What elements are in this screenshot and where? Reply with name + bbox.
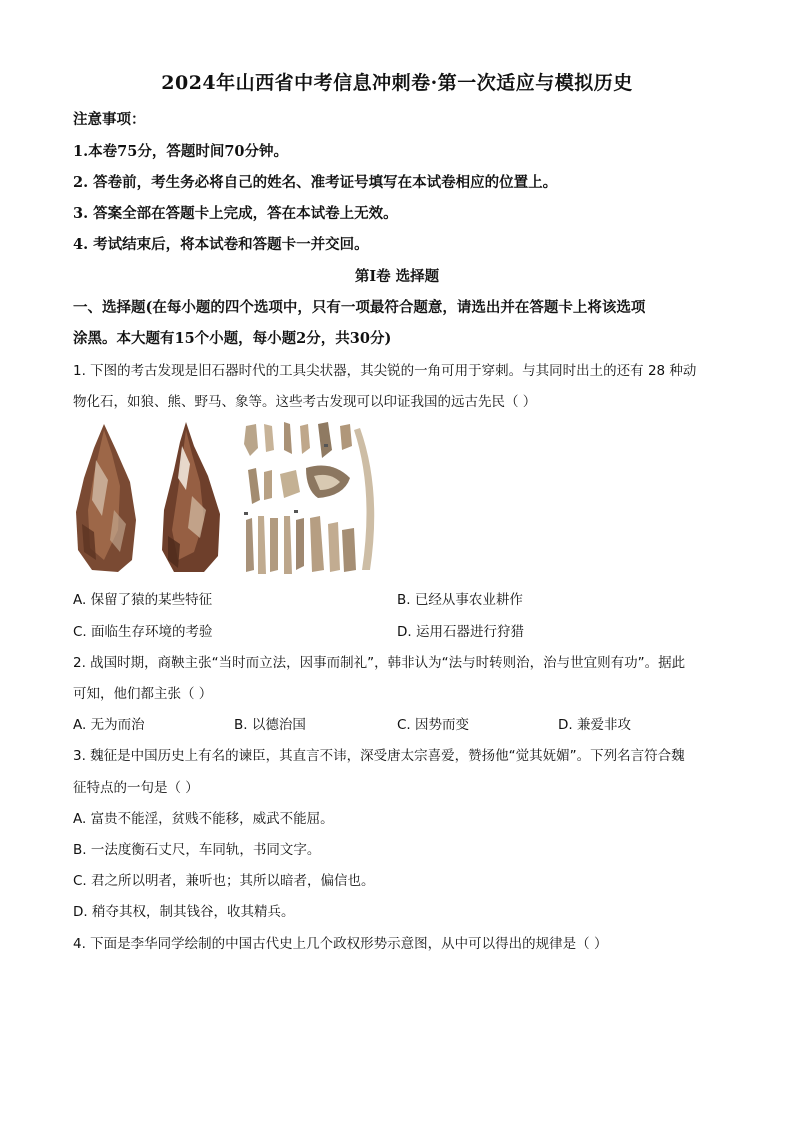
question-3-option-c: C. 君之所以明者，兼听也；其所以暗者，偏信也。 — [73, 873, 375, 889]
question-2-stem: 2. 战国时期，商鞅主张“当时而立法，因事而制礼”，韩非认为“法与时转则治，治与世宜则有功”。据此 — [73, 655, 686, 671]
notice-item: 2. 答卷前，考生务必将自己的姓名、准考证号填写在本试卷相应的位置上。 — [73, 174, 558, 191]
question-3-option-d: D. 稍夺其权，制其钱谷，收其精兵。 — [73, 904, 295, 920]
question-3-stem: 3. 魏征是中国历史上有名的谏臣，其直言不讳，深受唐太宗喜爱，赞扬他“觉其妩媚”。下列名言符合魏 — [73, 748, 685, 764]
question-1-option-a: A. 保留了猿的某些特征 — [73, 592, 213, 608]
question-1-option-c: C. 面临生存环境的考验 — [73, 624, 213, 640]
question-2-stem: 可知，他们都主张（ ） — [73, 686, 213, 702]
question-2-option-a: A. 无为而治 — [73, 717, 145, 733]
question-3-option-b: B. 一法度衡石丈尺，车同轨，书同文字。 — [73, 842, 321, 858]
question-1-option-b: B. 已经从事农业耕作 — [397, 592, 523, 608]
question-3-option-a: A. 富贵不能淫，贫贱不能移，威武不能屈。 — [73, 811, 334, 827]
volume-title: 第Ⅰ卷 选择题 — [354, 268, 440, 285]
stone-tool-photo — [76, 424, 136, 572]
notice-heading: 注意事项： — [73, 111, 146, 128]
archaeological-finds-figure — [74, 420, 380, 578]
section-instructions: 一、选择题(在每小题的四个选项中，只有一项最符合题意，请选出并在答题卡上将该选项 — [73, 299, 646, 316]
question-2-option-c: C. 因势而变 — [397, 717, 470, 733]
fossil-collage-photo — [240, 420, 380, 578]
question-2-option-d: D. 兼爱非攻 — [558, 717, 631, 733]
question-3-stem: 征特点的一句是（ ） — [73, 780, 199, 796]
question-1-option-d: D. 运用石器进行狩猎 — [397, 624, 524, 640]
question-2-option-b: B. 以德治国 — [234, 717, 306, 733]
stone-tool-side-photo — [162, 422, 220, 572]
notice-item: 1.本卷75分，答题时间70分钟。 — [73, 143, 288, 160]
question-1-stem: 1. 下图的考古发现是旧石器时代的工具尖状器，其尖锐的一角可用于穿刺。与其同时出土的还有 28 种动 — [73, 363, 697, 379]
section-instructions: 涂黑。本大题有15个小题，每小题2分，共30分) — [73, 330, 392, 347]
question-4-stem: 4. 下面是李华同学绘制的中国古代史上几个政权形势示意图，从中可以得出的规律是（ ） — [73, 936, 608, 952]
notice-item: 4. 考试结束后，将本试卷和答题卡一并交回。 — [73, 236, 369, 253]
question-1-stem: 物化石，如狼、熊、野马、象等。这些考古发现可以印证我国的远古先民（ ） — [73, 394, 537, 410]
page-title: 2024年山西省中考信息冲刺卷·第一次适应与模拟历史 — [161, 72, 633, 94]
notice-item: 3. 答案全部在答题卡上完成，答在本试卷上无效。 — [73, 205, 398, 222]
